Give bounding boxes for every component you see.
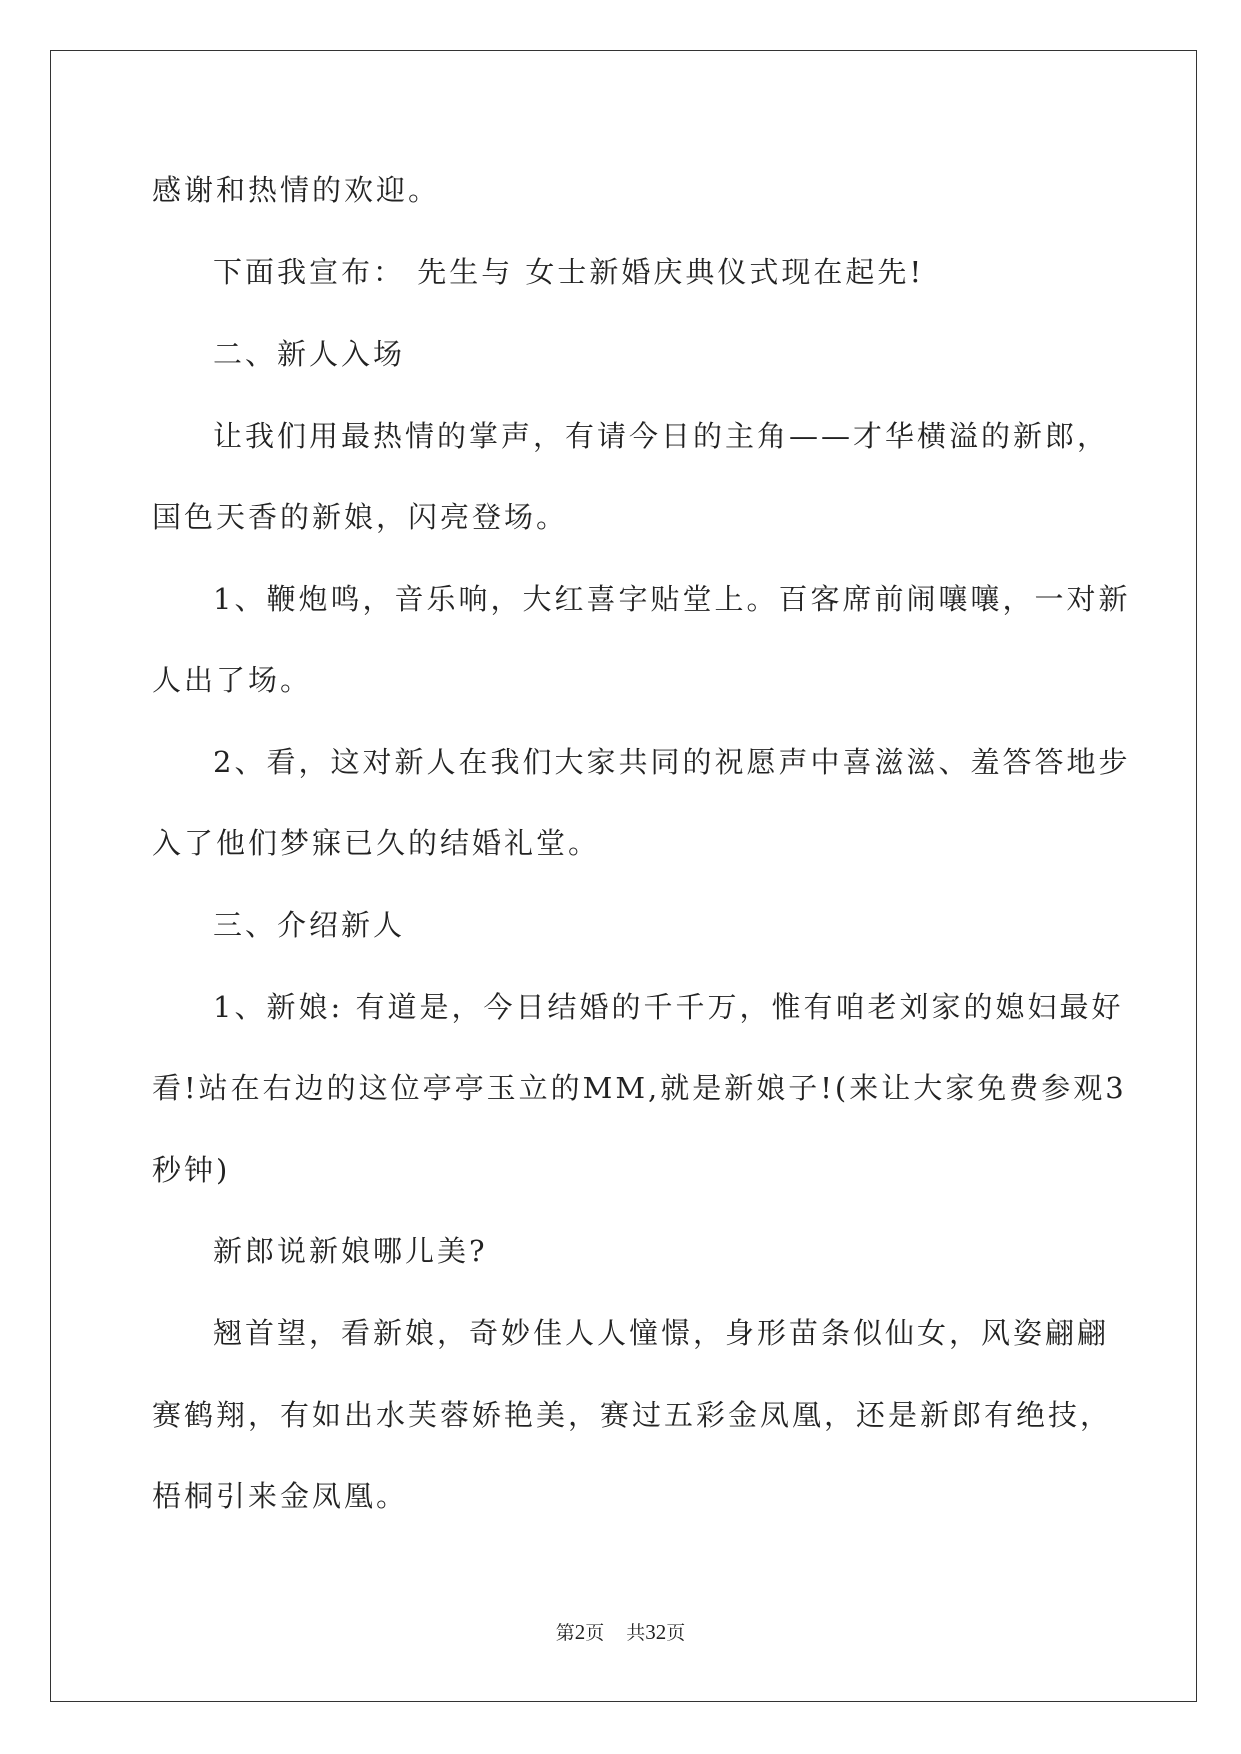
text-line: 新郎说新娘哪儿美? — [213, 1234, 488, 1268]
text-line: 入了他们梦寐已久的结婚礼堂。 — [152, 826, 601, 860]
total-pages: 32 — [645, 1620, 667, 1644]
text-line: 翘首望，看新娘，奇妙佳人人憧憬，身形苗条似仙女，风姿翩翩 — [213, 1316, 1110, 1350]
text-line: 赛鹤翔，有如出水芙蓉娇艳美，赛过五彩金凤凰，还是新郎有绝技， — [152, 1398, 1113, 1432]
section-heading: 三、介绍新人 — [213, 908, 406, 942]
text-line: 看!站在右边的这位亭亭玉立的MM,就是新娘子!(来让大家免费参观3 — [152, 1071, 1127, 1105]
text-line: 让我们用最热情的掌声，有请今日的主角——才华横溢的新郎， — [213, 419, 1110, 453]
section-heading: 二、新人入场 — [213, 337, 406, 371]
text-line: 梧桐引来金凤凰。 — [152, 1479, 409, 1513]
footer-page-suffix: 页 — [585, 1622, 605, 1644]
text-line: 2、看，这对新人在我们大家共同的祝愿声中喜滋滋、羞答答地步 — [213, 745, 1131, 779]
footer-total-suffix: 页 — [666, 1622, 686, 1644]
text-line: 1、鞭炮鸣，音乐响，大红喜字贴堂上。百客席前闹嚷嚷，一对新 — [213, 582, 1131, 616]
text-line: 国色天香的新娘，闪亮登场。 — [152, 500, 569, 534]
text-line: 1、新娘: 有道是，今日结婚的千千万，惟有咱老刘家的媳妇最好 — [213, 990, 1124, 1024]
text-line: 人出了场。 — [152, 663, 313, 697]
text-line: 下面我宣布： 先生与 女士新婚庆典仪式现在起先! — [213, 255, 925, 289]
page-border — [50, 50, 1197, 1702]
footer-total-prefix: 共 — [626, 1622, 646, 1644]
page-footer — [0, 1620, 1241, 1645]
footer-prefix: 第 — [555, 1622, 575, 1644]
text-line: 秒钟) — [152, 1153, 231, 1187]
page-number: 2 — [574, 1620, 586, 1644]
text-line: 感谢和热情的欢迎。 — [152, 173, 441, 207]
